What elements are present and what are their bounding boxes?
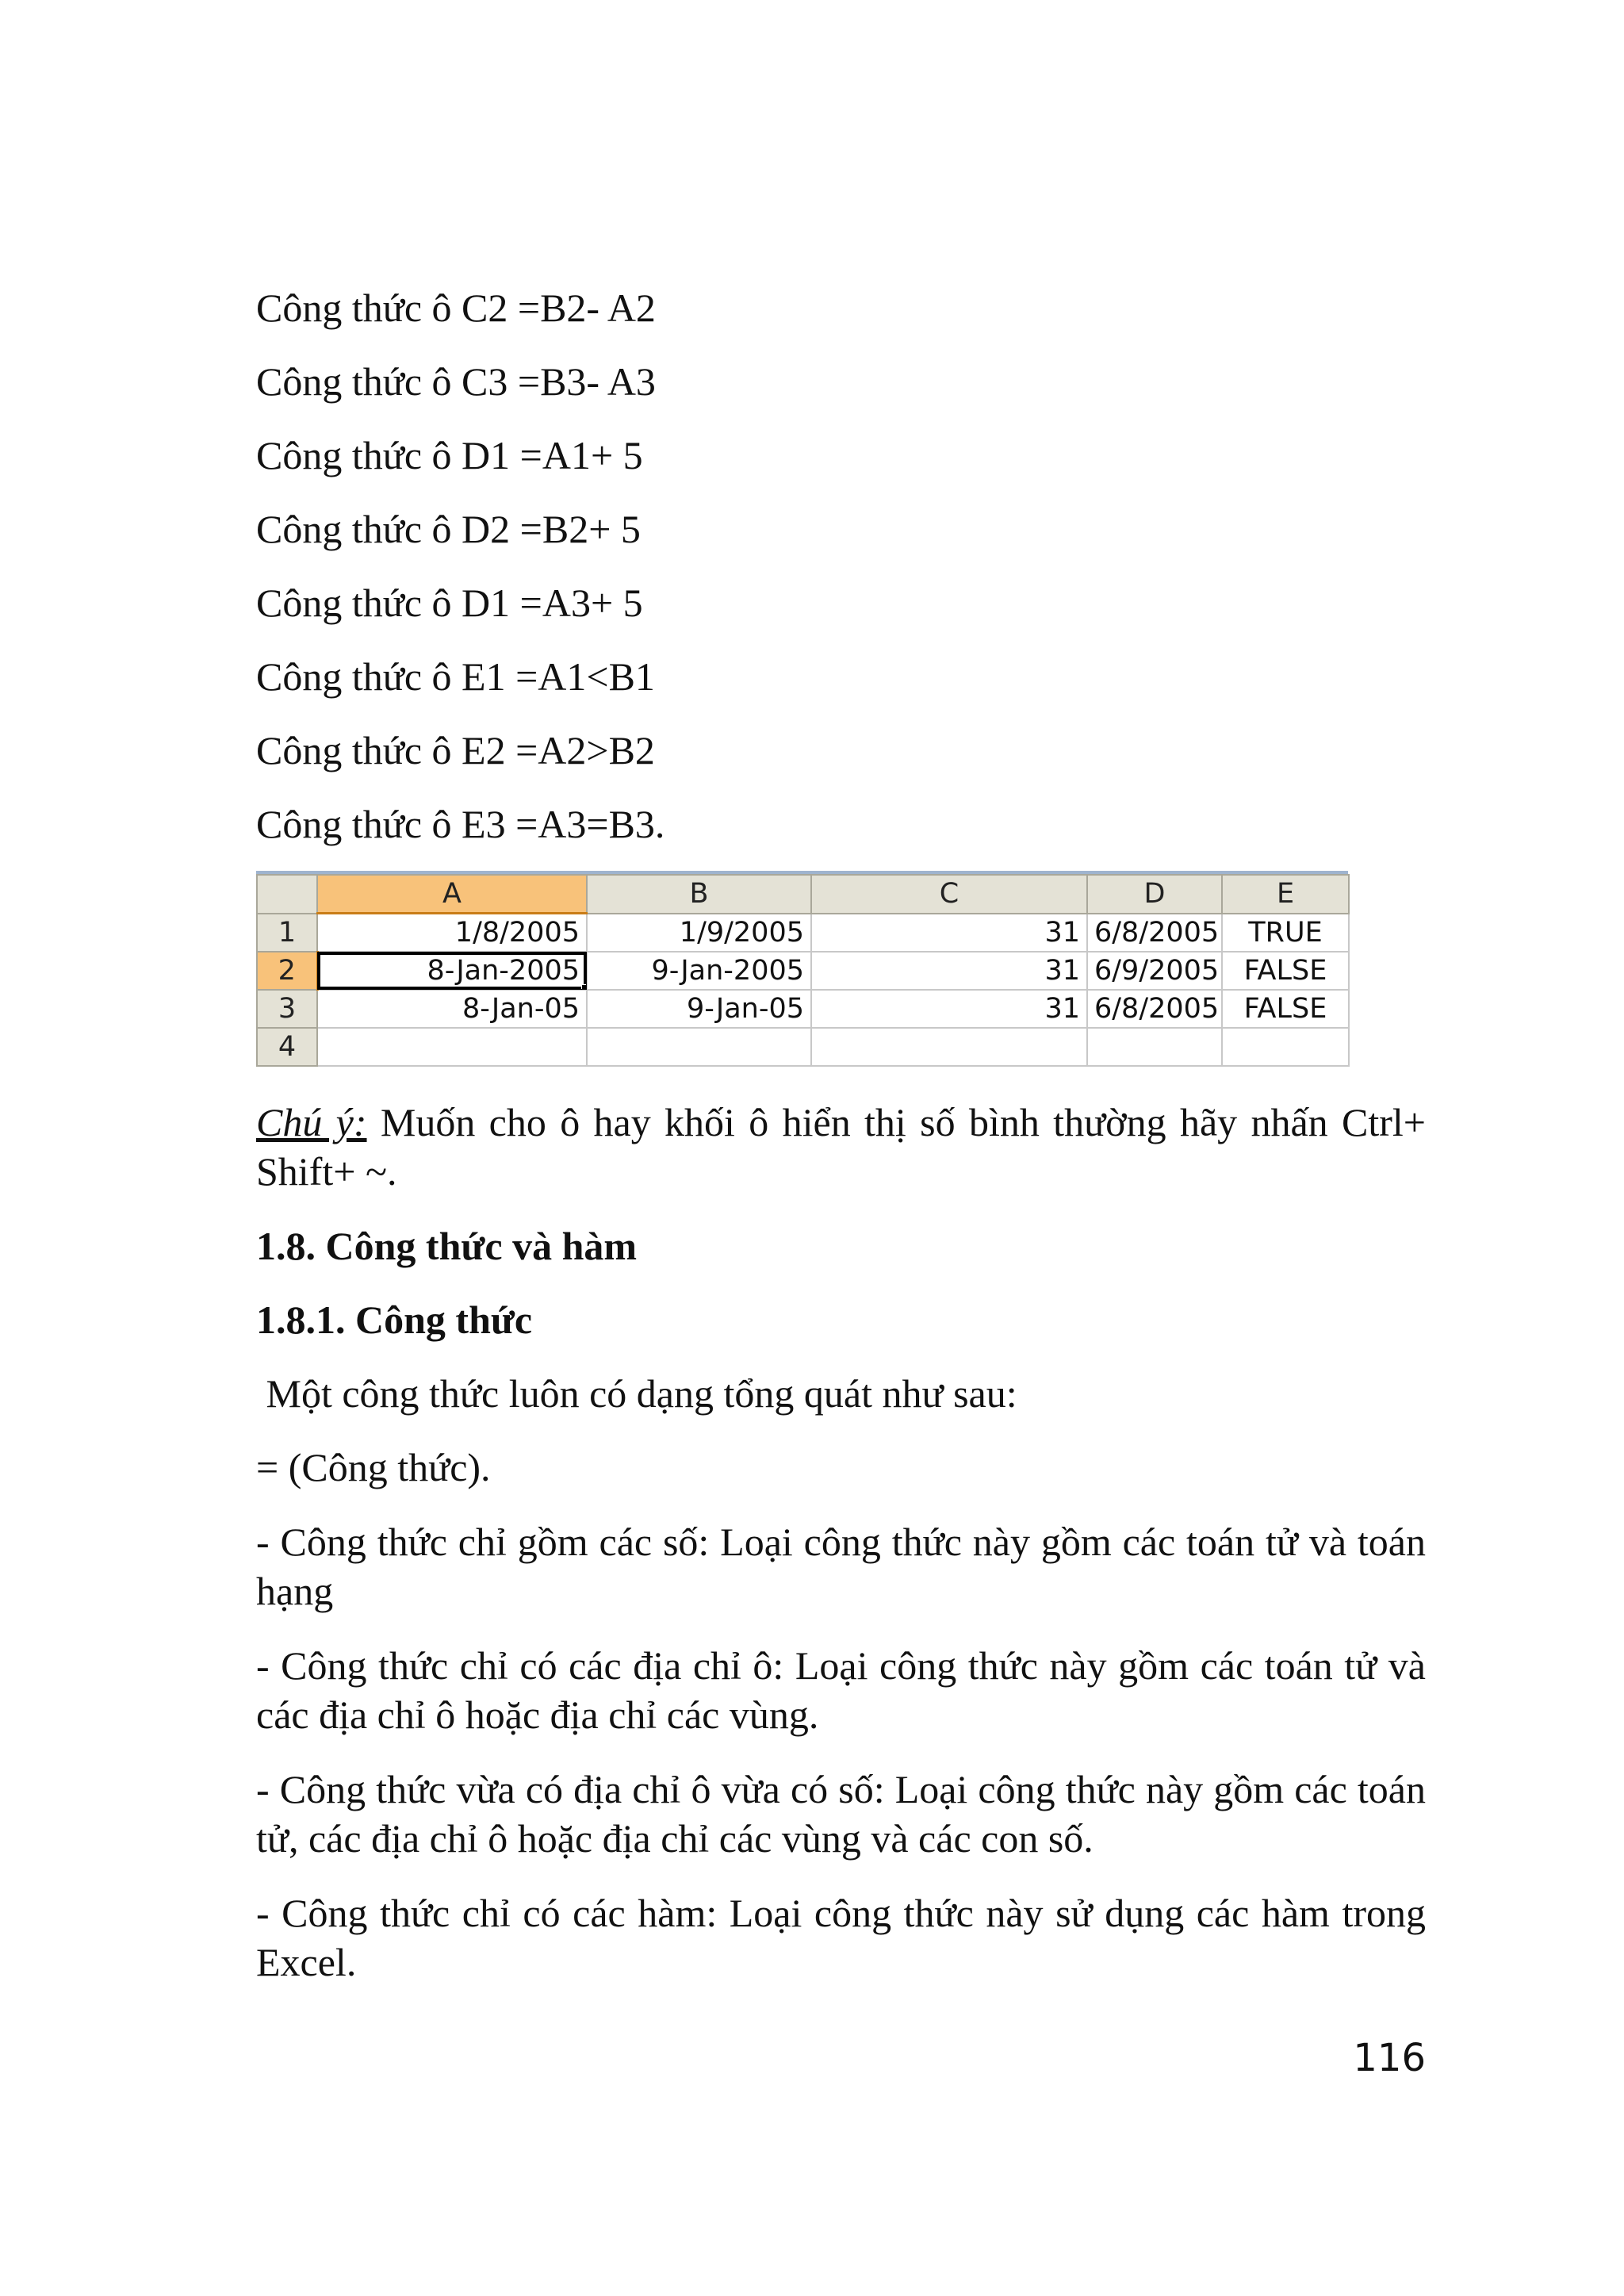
cell-a2-value: 8-Jan-2005	[427, 955, 580, 987]
table-row	[257, 952, 1349, 990]
formula-line: Công thức ô D1 =A1+ 5	[256, 433, 643, 477]
fill-handle[interactable]	[581, 984, 587, 990]
row-header-4[interactable]: 4	[257, 1028, 317, 1066]
column-header-c[interactable]: C	[811, 875, 1087, 914]
bullet-paragraph: - Công thức chỉ gồm các số: Loại công thức này gồm các toán tử và toán hạng	[256, 1520, 1426, 1613]
subsection-heading: 1.8.1. Công thức	[256, 1297, 533, 1342]
cell-e2[interactable]: FALSE	[1222, 952, 1349, 990]
cell-d3[interactable]: 6/8/2005	[1087, 990, 1222, 1028]
cell-e3[interactable]: FALSE	[1222, 990, 1349, 1028]
cell-b4[interactable]	[587, 1028, 811, 1066]
cell-e4[interactable]	[1222, 1028, 1349, 1066]
note-text: Muốn cho ô hay khối ô hiển thị số bình thường hãy nhấn Ctrl+ Shift+ ~.	[256, 1100, 1426, 1194]
general-form-line: = (Công thức).	[256, 1445, 491, 1489]
formula-line: Công thức ô D2 =B2+ 5	[256, 507, 641, 551]
row-header-3[interactable]: 3	[257, 990, 317, 1028]
formula-line: Công thức ô E2 =A2>B2	[256, 728, 655, 772]
column-header-d[interactable]: D	[1087, 875, 1222, 914]
cell-c1[interactable]: 31	[811, 914, 1087, 953]
table-row	[257, 914, 1349, 953]
cell-a4[interactable]	[317, 1028, 587, 1066]
formula-line: Công thức ô E1 =A1<B1	[256, 654, 655, 699]
row-header-2[interactable]: 2	[257, 952, 317, 990]
note-paragraph	[256, 1098, 1426, 1196]
column-header-b[interactable]: B	[587, 875, 811, 914]
bullet-paragraph: - Công thức chỉ có các hàm: Loại công thức này sử dụng các hàm trong Excel.	[256, 1891, 1426, 1984]
cell-d4[interactable]	[1087, 1028, 1222, 1066]
cell-a3[interactable]: 8-Jan-05	[317, 990, 587, 1028]
cell-b3[interactable]: 9-Jan-05	[587, 990, 811, 1028]
intro-line: Một công thức luôn có dạng tổng quát như sau:	[256, 1371, 1017, 1416]
cell-a1[interactable]: 1/8/2005	[317, 914, 587, 953]
cell-e1[interactable]: TRUE	[1222, 914, 1349, 953]
table-row	[257, 1028, 1349, 1066]
cell-c2[interactable]: 31	[811, 952, 1087, 990]
formula-line: Công thức ô C2 =B2- A2	[256, 286, 656, 330]
cell-a2-selected[interactable]	[317, 952, 587, 990]
note-label: Chú ý:	[256, 1100, 367, 1144]
section-heading: 1.8. Công thức và hàm	[256, 1224, 638, 1268]
cell-b2[interactable]: 9-Jan-2005	[587, 952, 811, 990]
row-header-1[interactable]: 1	[257, 914, 317, 953]
cell-d1[interactable]: 6/8/2005	[1087, 914, 1222, 953]
column-header-a[interactable]: A	[317, 875, 587, 914]
cell-b1[interactable]: 1/9/2005	[587, 914, 811, 953]
cell-c4[interactable]	[811, 1028, 1087, 1066]
cell-d2[interactable]: 6/9/2005	[1087, 952, 1222, 990]
spreadsheet-grid	[256, 874, 1350, 1067]
spreadsheet-screenshot	[256, 871, 1348, 1072]
page-number: 116	[1353, 2036, 1426, 2080]
cell-c3[interactable]: 31	[811, 990, 1087, 1028]
bullet-paragraph: - Công thức vừa có địa chỉ ô vừa có số: Loại công thức này gồm các toán tử, các địa chỉ ô hoặc địa chỉ các vùng và các con số.	[256, 1767, 1426, 1861]
column-header-e[interactable]: E	[1222, 875, 1349, 914]
column-header-row	[257, 875, 1349, 914]
formula-line: Công thức ô D1 =A3+ 5	[256, 581, 643, 625]
formula-line: Công thức ô E3 =A3=B3.	[256, 802, 665, 846]
formula-line: Công thức ô C3 =B3- A3	[256, 359, 656, 404]
bullet-paragraph: - Công thức chỉ có các địa chỉ ô: Loại công thức này gồm các toán tử và các địa chỉ ô hoặc địa chỉ các vùng.	[256, 1643, 1426, 1737]
select-all-corner[interactable]	[257, 875, 317, 914]
table-row	[257, 990, 1349, 1028]
